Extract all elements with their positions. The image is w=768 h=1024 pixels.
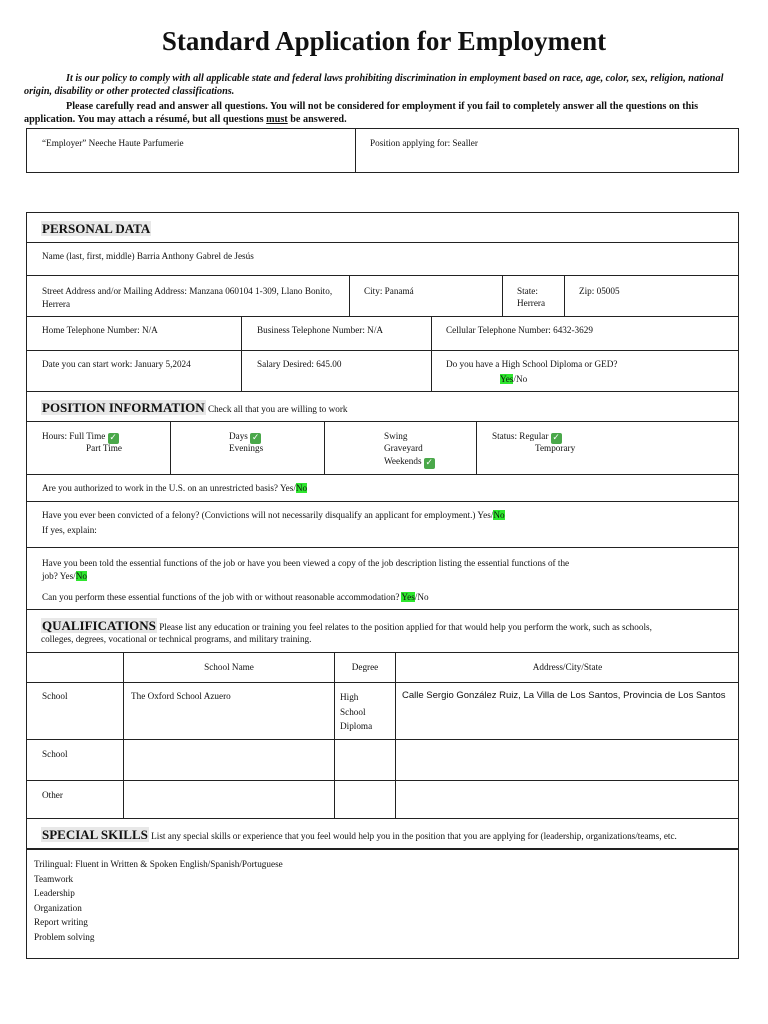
other-row-label: Other: [42, 790, 63, 800]
weekends-label: Weekends: [384, 456, 422, 466]
authorized-question: [42, 482, 307, 495]
hours-full-label: Hours: Full Time: [42, 431, 106, 441]
essential-functions-question: Have you been told the essential functions of the job or have you been viewed a copy of the job description listing the essential functions of the: [42, 558, 570, 568]
perform-functions-question: [42, 591, 429, 604]
list-item: Organization: [34, 902, 82, 913]
shift-graveyard[interactable]: Graveyard: [384, 443, 423, 453]
special-skills-header: [41, 827, 677, 843]
col-school-name: School Name: [204, 662, 254, 672]
address-cell[interactable]: Calle Sergio González Ruiz, La Villa de Los Santos, Provincia de Los Santos: [402, 690, 726, 701]
degree-cell[interactable]: High School Diploma: [340, 692, 373, 731]
start-date-field[interactable]: Date you can start work: January 5,2024: [42, 359, 191, 369]
special-skills-heading: SPECIAL SKILLS: [42, 827, 148, 842]
school-name-cell[interactable]: The Oxford School Azuero: [131, 691, 231, 701]
cell-phone-field[interactable]: Cellular Telephone Number: 6432-3629: [446, 325, 593, 335]
qualifications-header: [41, 618, 731, 634]
personal-data-heading: PERSONAL DATA: [42, 221, 151, 236]
essential-functions-answer: [42, 570, 87, 583]
policy-text: It is our policy to comply with all applicable state and federal laws prohibiting discrimination in employment based on race, age, color, sex, religion, national origin, disability or other protected classifications.: [24, 73, 724, 97]
authorized-no[interactable]: No: [295, 483, 308, 493]
list-item: Report writing: [34, 917, 88, 927]
felony-no[interactable]: No: [493, 510, 505, 520]
page-title: Standard Application for Employment: [161, 26, 607, 56]
shift-weekends[interactable]: [384, 455, 435, 469]
street-address-field[interactable]: Street Address and/or Mailing Address: Manzana 060104 1-309, Llano Bonito, Herrera: [42, 286, 333, 309]
shift-swing[interactable]: Swing: [384, 431, 408, 441]
diploma-no[interactable]: No: [515, 374, 528, 384]
shift-evenings[interactable]: Evenings: [229, 443, 264, 453]
list-item: Teamwork: [34, 873, 74, 884]
employer-field[interactable]: “Employer” Neeche Haute Parfumerie: [42, 138, 184, 148]
perform-no[interactable]: No: [417, 592, 429, 602]
diploma-answer[interactable]: [500, 373, 527, 386]
business-phone-field[interactable]: Business Telephone Number: N/A: [257, 325, 384, 335]
essential-functions-no[interactable]: No: [75, 571, 87, 581]
felony-text: Have you ever been convicted of a felony? (Convictions will not necessarily disqualify an applicant for employment.) Yes/: [42, 510, 494, 520]
home-phone-field[interactable]: Home Telephone Number: N/A: [42, 325, 158, 335]
position-info-heading: POSITION INFORMATION: [42, 400, 205, 415]
instructions-text: Please carefully read and answer all questions. You will not be considered for employment if you fail to completely answer all the questions on this application. You may attach a résumé, but all questions: [24, 101, 699, 125]
school-row-label: School: [42, 691, 68, 701]
list-item: Leadership: [34, 888, 75, 898]
days-label: Days: [229, 431, 248, 441]
slash: /: [414, 592, 418, 602]
check-icon: ✓: [425, 458, 434, 468]
instructions-text-end: be answered.: [287, 113, 347, 125]
position-info-sub: Check all that you are willing to work: [205, 404, 348, 414]
felony-question: [42, 509, 505, 522]
position-applying-field[interactable]: Position applying for: Sealler: [370, 138, 478, 148]
slash: /: [513, 374, 516, 384]
essential-functions-text: job? Yes/: [42, 571, 76, 581]
employer-position-box: [26, 128, 739, 173]
qualifications-heading: QUALIFICATIONS: [42, 618, 156, 633]
zip-field[interactable]: Zip: 05005: [579, 286, 620, 296]
felony-explain[interactable]: If yes, explain:: [42, 525, 97, 535]
diploma-question: Do you have a High School Diploma or GED?: [446, 359, 618, 369]
special-skills-sub: List any special skills or experience that you feel would help you in the position that you are applying for (leadership, organizations/teams, etc.: [148, 831, 677, 841]
position-info-heading-row: [41, 399, 348, 417]
col-address: Address/City/State: [532, 662, 603, 672]
school-row-label: School: [42, 749, 68, 759]
policy-statement: [24, 73, 749, 98]
salary-field[interactable]: Salary Desired: 645.00: [257, 359, 342, 369]
state-label: State:: [517, 286, 538, 296]
state-field[interactable]: Herrera: [517, 298, 546, 308]
qualifications-sub: Please list any education or training you feel relates to the position applied for that would help you perform the work, such as schools,: [156, 622, 652, 632]
status-temporary[interactable]: Temporary: [535, 443, 576, 453]
list-item: Problem solving: [34, 931, 95, 942]
check-icon: ✓: [552, 433, 560, 443]
name-field[interactable]: Name (last, first, middle) Barria Anthony Gabrel de Jesús: [42, 251, 254, 261]
list-item: Trilingual: Fluent in Written & Spoken English/Spanish/Portuguese: [34, 859, 283, 869]
authorized-text: Are you authorized to work in the U.S. on an unrestricted basis? Yes/: [42, 483, 296, 493]
hours-part-time[interactable]: Part Time: [86, 443, 122, 453]
check-icon: ✓: [251, 433, 260, 443]
status-regular-label: Status: Regular: [492, 431, 549, 441]
instructions: [24, 101, 749, 126]
diploma-yes[interactable]: Yes: [500, 374, 514, 384]
qualifications-sub-2: colleges, degrees, vocational or technical programs, and military training.: [41, 634, 312, 644]
col-degree: Degree: [351, 662, 379, 672]
city-field[interactable]: City: Panamá: [364, 286, 414, 296]
check-icon: ✓: [109, 433, 117, 443]
skills-list[interactable]: [34, 857, 283, 944]
perform-text: Can you perform these essential functions of the job with or without reasonable accommodation?: [42, 592, 402, 602]
instructions-emphasis: must: [266, 113, 288, 125]
perform-yes[interactable]: Yes: [401, 592, 415, 602]
